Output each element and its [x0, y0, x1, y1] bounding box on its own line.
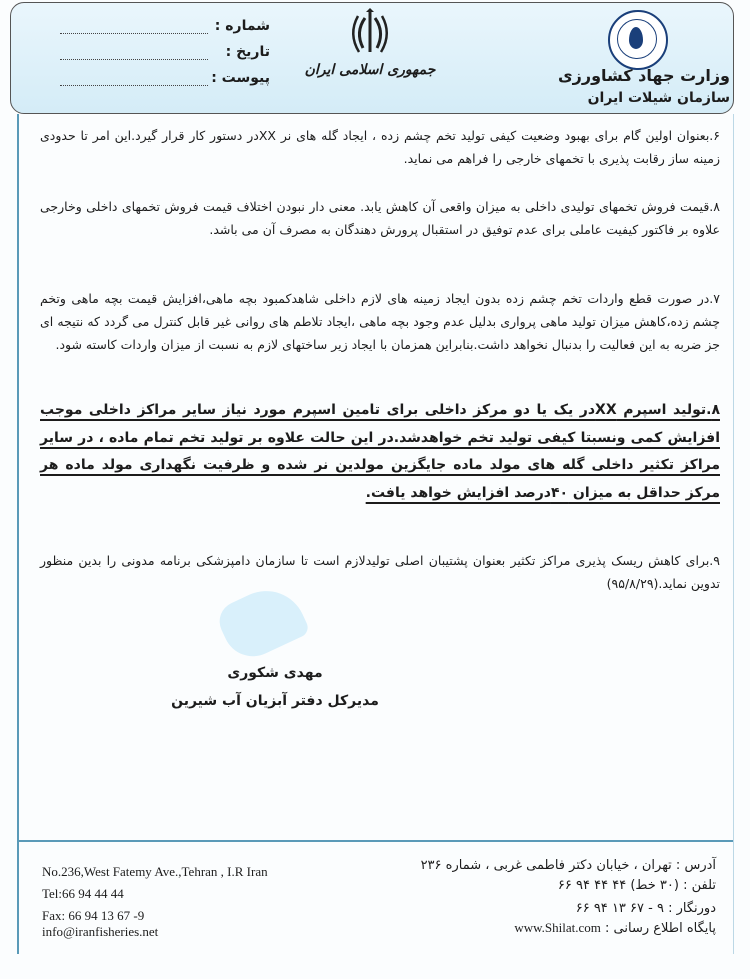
paragraph-7-imports: ۷.در صورت قطع واردات تخم چشم زده بدون ایجاد زمینه های لازم داخلی شاهدکمبود بچه ماهی،افزایش قیمت بچه ماهی وتخم چشم زده،کاهش میزان تولید ماهی پرواری بدلیل عدم وجود بچه ماهی ،ایجاد تلاطم های روانی غیر قابل کنترل می گردد که نتیجه ای جز ضربه به این فعالیت را بدنبال نخواهد داشت.بنابراین همزمان با ایجاد زیر ساختهای لازم به نسبت از میزان واردات کاسته شود.	[40, 291, 720, 352]
footer-website-link[interactable]: www.Shilat.com	[514, 920, 601, 935]
paragraph-8-sperm-text: ۸.تولید اسپرم XXدر یک یا دو مرکز داخلی برای تامین اسپرم مورد نیاز سایر مراکز داخلی موجب افزایش کمی ونسبتا کیفی تولید تخم خواهدشد.در این حالت علاوه بر تولید تخم تمام ماده ، در سایر مراکز تکثیر داخلی گله های مولد ماده جایگزین مولدین نر شده و ظرفیت نگهداری مولد ماده هر مرکز حداقل به میزان ۴۰درصد افزایش خواهد یافت.	[40, 402, 720, 501]
footer-fa-website	[336, 920, 716, 936]
paragraph-6: ۶.بعنوان اولین گام برای بهبود وضعیت کیفی تولید تخم چشم زده ، ایجاد گله های نر XXدر دستور کار قرار گیرد.این امر تا حدودی زمینه ساز رقابت پذیری با تخمهای خارجی را فراهم می نماید.	[40, 128, 720, 166]
date-field	[60, 44, 270, 66]
footer-fa-tel: تلفن : (۳۰ خط) ۴۴ ۴۴ ۹۴ ۶۶	[557, 878, 716, 893]
footer-fa-address: آدرس : تهران ، خیابان دکتر فاطمی غربی ، شماره ۲۳۶	[420, 858, 716, 873]
footer-fa-fax: دورنگار : ۹ - ۶۷ ۱۳ ۹۴ ۶۶	[575, 901, 716, 916]
paragraph-8-sperm-production	[40, 397, 720, 507]
attachment-label: پیوست :	[211, 70, 270, 86]
paragraph-8-price: ۸.قیمت فروش تخمهای تولیدی داخلی به میزان واقعی آن کاهش یابد. معنی دار نبودن اختلاف قیمت فروش تخمهای داخلی وخارجی علاوه بر فاکتور کیفیت عاملی برای عدم توفیق در استقبال پرورش دهندگان به مصرف آن می باشد.	[40, 199, 720, 237]
signer-title: مدیرکل دفتر آبزیان آب شیرین	[171, 693, 379, 709]
number-dotted-line	[60, 33, 208, 34]
right-margin-rule	[733, 114, 734, 954]
footer-en-email[interactable]: info@iranfisheries.net	[42, 924, 159, 939]
date-label: تاریخ :	[225, 44, 270, 60]
signer-name: مهدی شکوری	[227, 665, 323, 681]
paragraph-9: ۹.برای کاهش ریسک پذیری مراکز تکثیر بعنوان پشتیبان اصلی تولیدلازم است تا سازمان دامپزشکی برنامه مدونی را بدین منظور تدوین نماید.(۹۵/۸/۲۹)	[40, 553, 720, 591]
logo-leaf-icon	[629, 27, 643, 49]
number-field	[60, 18, 270, 40]
iran-emblem-icon	[345, 8, 395, 58]
number-label: شماره :	[214, 18, 270, 34]
jahad-logo-icon	[608, 10, 668, 70]
footer-rule	[17, 840, 733, 842]
footer-en-tel: Tel:66 94 44 44	[42, 886, 124, 901]
ministry-name: وزارت جهاد کشاورزی	[557, 66, 730, 85]
organization-name: سازمان شیلات ایران	[587, 90, 730, 106]
footer-en-address: No.236,West Fatemy Ave.,Tehran , I.R Iran	[42, 864, 268, 879]
left-margin-rule	[17, 114, 19, 954]
emblem-caption: جمهوری اسلامی ایران	[304, 62, 436, 78]
attachment-field	[60, 70, 270, 92]
attachment-dotted-line	[60, 85, 208, 86]
footer-fa-web-label: پایگاه اطلاع رسانی :	[605, 921, 716, 936]
date-dotted-line	[60, 59, 208, 60]
footer-en-fax: Fax: 66 94 13 67 -9	[42, 908, 145, 923]
